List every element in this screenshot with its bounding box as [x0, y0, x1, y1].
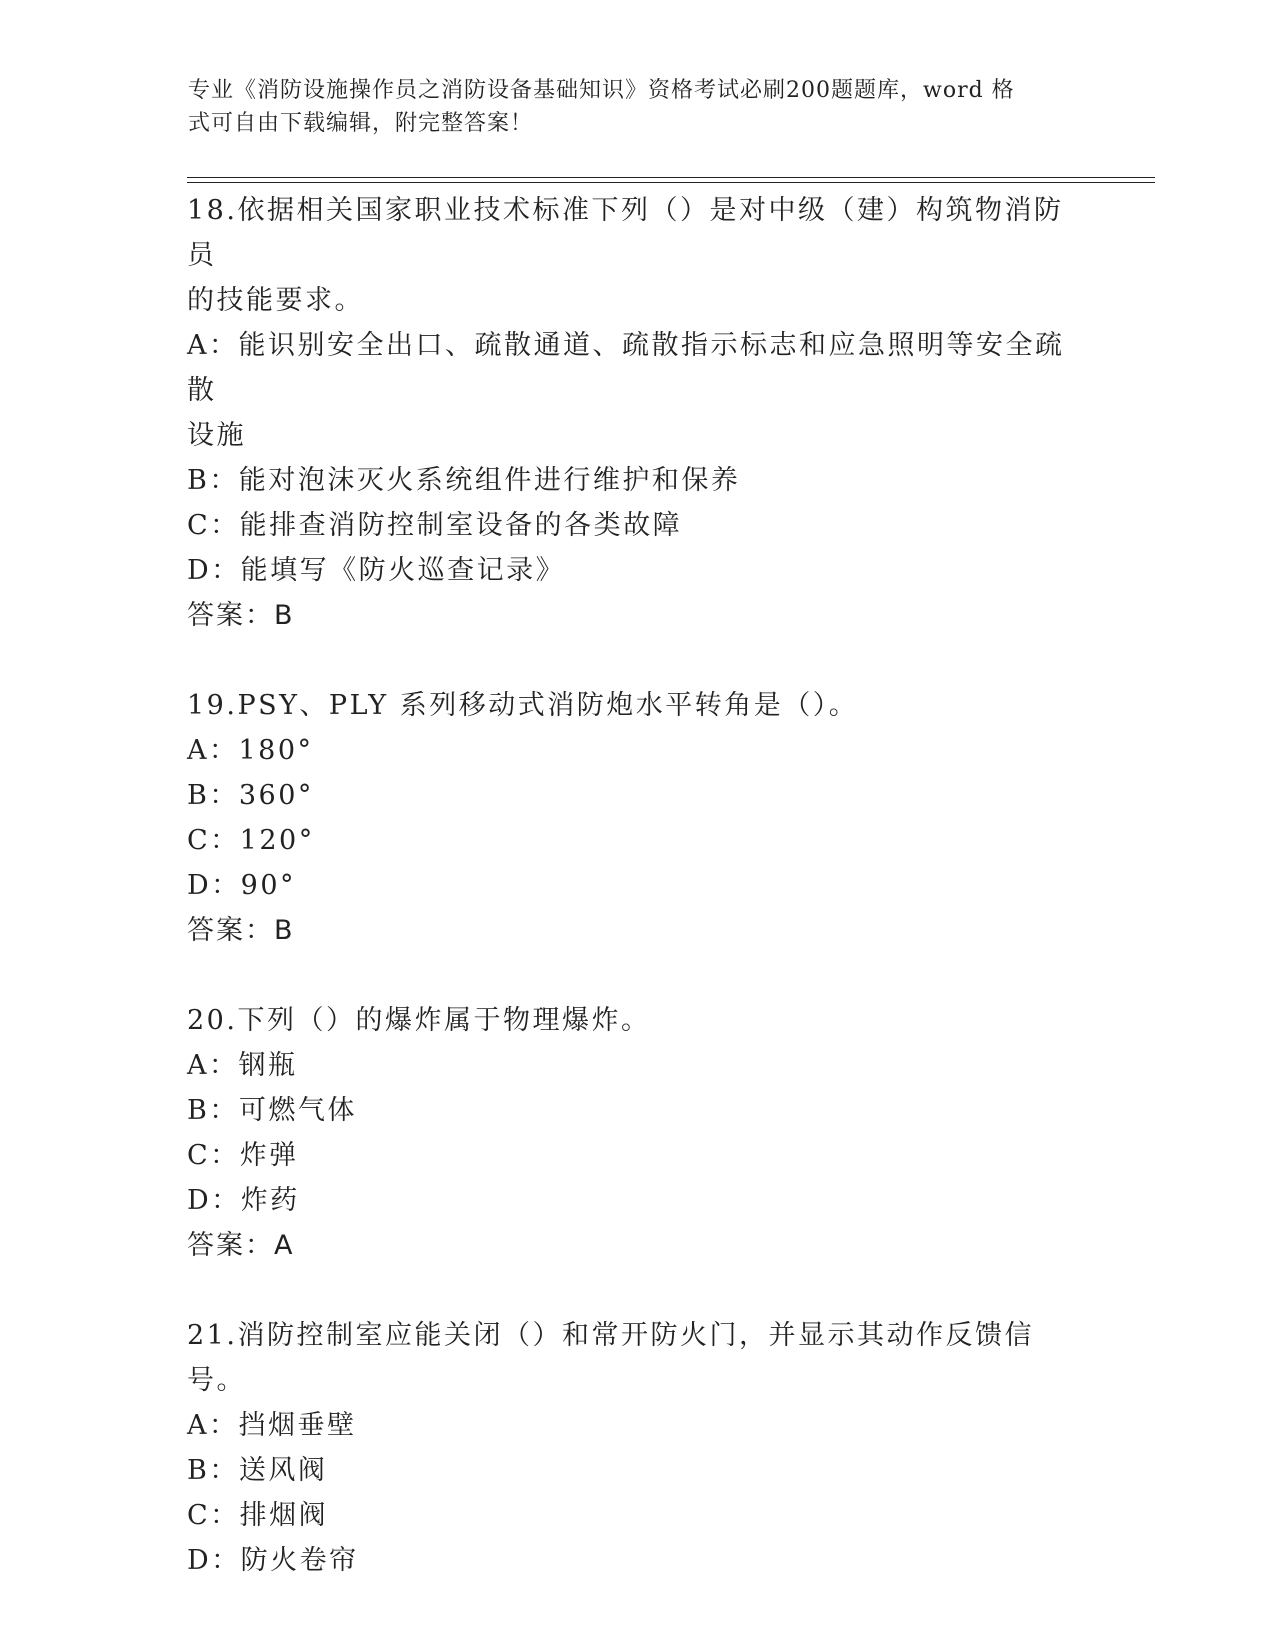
- question-stem: 21.消防控制室应能关闭（）和常开防火门，并显示其动作反馈信号。: [187, 1320, 1034, 1396]
- option-b: B：能对泡沫灭火系统组件进行维护和保养: [187, 465, 741, 496]
- option-c: C：炸弹: [187, 1140, 299, 1171]
- option-a: A：能识别安全出口、疏散通道、疏散指示标志和应急照明等安全疏散: [187, 330, 1065, 406]
- header-divider-bottom: [187, 182, 1155, 183]
- question-stem: 20.下列（）的爆炸属于物理爆炸。: [187, 1005, 651, 1036]
- question-stem: 19.PSY、PLY 系列移动式消防炮水平转角是（）。: [187, 690, 859, 721]
- question-18: [187, 188, 1087, 638]
- question-21: [187, 1313, 1087, 1583]
- question-19: [187, 683, 1087, 953]
- answer-line: 答案：B: [187, 915, 295, 946]
- question-stem-line: 18.依据相关国家职业技术标准下列（）是对中级（建）构筑物消防员: [187, 195, 1064, 271]
- header-line-2: 式可自由下载编辑，附完整答案！: [188, 111, 534, 136]
- question-list: [187, 188, 1087, 1583]
- option-c: C：排烟阀: [187, 1500, 329, 1531]
- document-header: [188, 74, 1068, 140]
- option-b: B：送风阀: [187, 1455, 328, 1486]
- option-b: B：可燃气体: [187, 1095, 357, 1126]
- answer-line: 答案：A: [187, 1230, 295, 1261]
- option-b: B：360°: [187, 780, 314, 811]
- header-divider-top: [187, 177, 1155, 178]
- question-stem-line: 的技能要求。: [187, 285, 364, 316]
- question-20: [187, 998, 1087, 1268]
- option-a-continued: 设施: [187, 420, 246, 451]
- option-d: D：防火卷帘: [187, 1545, 359, 1576]
- option-d: D：能填写《防火巡查记录》: [187, 555, 566, 586]
- option-a: A：钢瓶: [187, 1050, 298, 1081]
- option-d: D：90°: [187, 870, 297, 901]
- option-a: A：挡烟垂壁: [187, 1410, 357, 1441]
- answer-line: 答案：B: [187, 600, 295, 631]
- option-a: A：180°: [187, 735, 314, 766]
- option-c: C：120°: [187, 825, 315, 856]
- option-c: C：能排查消防控制室设备的各类故障: [187, 510, 683, 541]
- header-line-1: 专业《消防设施操作员之消防设备基础知识》资格考试必刷200题题库，word 格: [188, 78, 1015, 103]
- option-d: D：炸药: [187, 1185, 300, 1216]
